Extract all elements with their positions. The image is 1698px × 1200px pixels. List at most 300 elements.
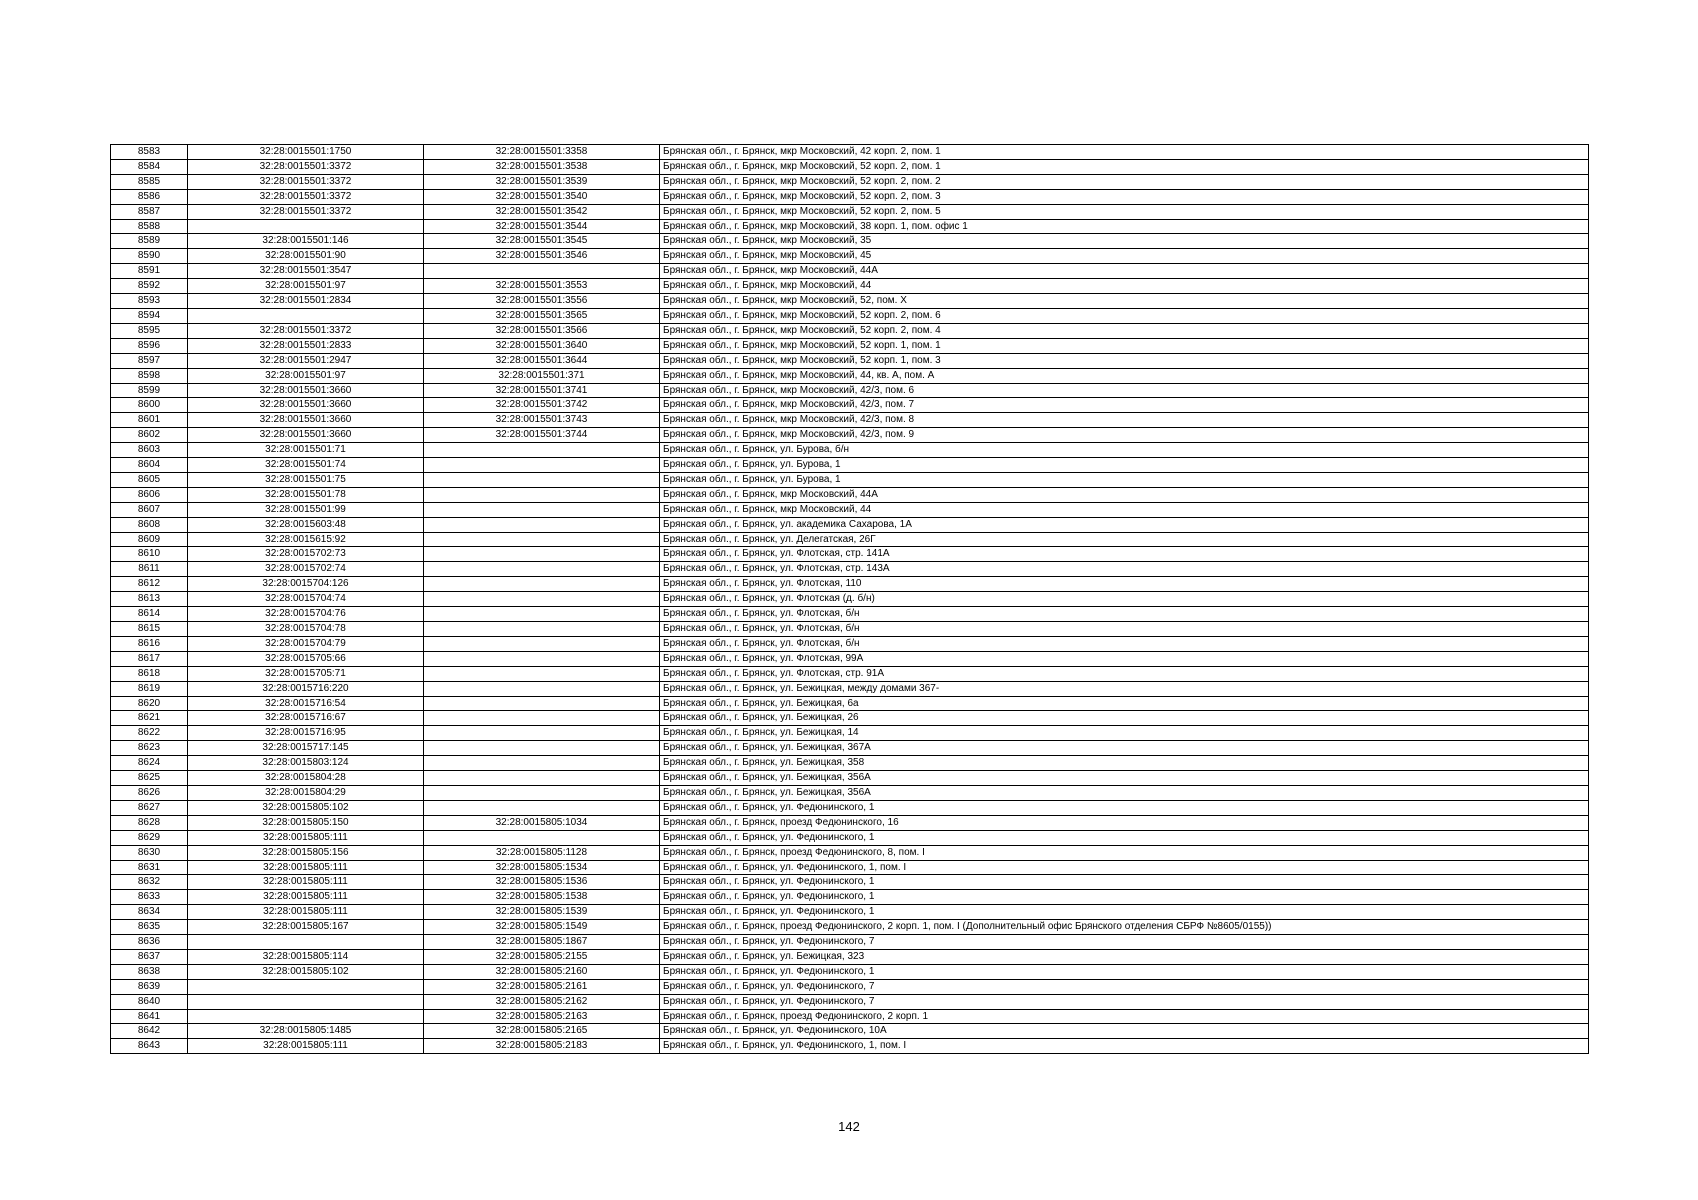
- row-number-cell: 8603: [111, 443, 188, 458]
- address-cell: Брянская обл., г. Брянск, ул. Бежицкая, 6а: [660, 696, 1589, 711]
- land-cadastral-number-cell: 32:28:0015705:71: [188, 666, 424, 681]
- table-row: [111, 517, 1589, 532]
- address-cell: Брянская обл., г. Брянск, ул. Флотская, б/н: [660, 636, 1589, 651]
- row-number-cell: 8591: [111, 264, 188, 279]
- registry-sheet: [110, 144, 1588, 1054]
- table-row: [111, 428, 1589, 443]
- row-number-cell: 8613: [111, 592, 188, 607]
- object-cadastral-number-cell: [424, 785, 660, 800]
- object-cadastral-number-cell: 32:28:0015501:3546: [424, 249, 660, 264]
- row-number-cell: 8586: [111, 189, 188, 204]
- address-cell: Брянская обл., г. Брянск, ул. Бурова, 1: [660, 458, 1589, 473]
- address-cell: Брянская обл., г. Брянск, мкр Московский, 52 корп. 2, пом. 6: [660, 308, 1589, 323]
- address-cell: Брянская обл., г. Брянск, ул. Бежицкая, 323: [660, 949, 1589, 964]
- table-row: [111, 159, 1589, 174]
- address-cell: Брянская обл., г. Брянск, ул. Флотская (д. б/н): [660, 592, 1589, 607]
- address-cell: Брянская обл., г. Брянск, мкр Московский, 52 корп. 2, пом. 2: [660, 174, 1589, 189]
- table-row: [111, 1039, 1589, 1054]
- land-cadastral-number-cell: 32:28:0015501:1750: [188, 145, 424, 160]
- land-cadastral-number-cell: [188, 979, 424, 994]
- address-cell: Брянская обл., г. Брянск, ул. Флотская, стр. 91А: [660, 666, 1589, 681]
- table-row: [111, 815, 1589, 830]
- address-cell: Брянская обл., г. Брянск, ул. Флотская, б/н: [660, 622, 1589, 637]
- table-row: [111, 920, 1589, 935]
- address-cell: Брянская обл., г. Брянск, проезд Федюнинского, 2 корп. 1, пом. I (Дополнительный офис Брянского отделения СБРФ №8605/0155)): [660, 920, 1589, 935]
- table-row: [111, 413, 1589, 428]
- land-cadastral-number-cell: 32:28:0015501:146: [188, 234, 424, 249]
- row-number-cell: 8598: [111, 368, 188, 383]
- object-cadastral-number-cell: [424, 622, 660, 637]
- land-cadastral-number-cell: [188, 994, 424, 1009]
- address-cell: Брянская обл., г. Брянск, ул. Федюнинского, 1, пом. I: [660, 1039, 1589, 1054]
- object-cadastral-number-cell: [424, 472, 660, 487]
- object-cadastral-number-cell: 32:28:0015501:3539: [424, 174, 660, 189]
- table-row: [111, 308, 1589, 323]
- land-cadastral-number-cell: 32:28:0015704:76: [188, 607, 424, 622]
- row-number-cell: 8634: [111, 905, 188, 920]
- table-row: [111, 905, 1589, 920]
- address-cell: Брянская обл., г. Брянск, мкр Московский, 52 корп. 2, пом. 4: [660, 323, 1589, 338]
- land-cadastral-number-cell: 32:28:0015501:3660: [188, 413, 424, 428]
- address-cell: Брянская обл., г. Брянск, мкр Московский, 52 корп. 1, пом. 3: [660, 353, 1589, 368]
- row-number-cell: 8637: [111, 949, 188, 964]
- table-row: [111, 1009, 1589, 1024]
- table-row: [111, 979, 1589, 994]
- address-cell: Брянская обл., г. Брянск, ул. Бежицкая, 356А: [660, 771, 1589, 786]
- table-row: [111, 1024, 1589, 1039]
- table-row: [111, 174, 1589, 189]
- row-number-cell: 8590: [111, 249, 188, 264]
- table-row: [111, 935, 1589, 950]
- land-cadastral-number-cell: 32:28:0015805:111: [188, 1039, 424, 1054]
- table-row: [111, 711, 1589, 726]
- object-cadastral-number-cell: [424, 487, 660, 502]
- object-cadastral-number-cell: 32:28:0015501:3566: [424, 323, 660, 338]
- object-cadastral-number-cell: [424, 681, 660, 696]
- land-cadastral-number-cell: 32:28:0015501:71: [188, 443, 424, 458]
- address-cell: Брянская обл., г. Брянск, мкр Московский, 42 корп. 2, пом. 1: [660, 145, 1589, 160]
- land-cadastral-number-cell: 32:28:0015501:3372: [188, 323, 424, 338]
- address-cell: Брянская обл., г. Брянск, мкр Московский, 38 корп. 1, пом. офис 1: [660, 219, 1589, 234]
- object-cadastral-number-cell: 32:28:0015501:3538: [424, 159, 660, 174]
- row-number-cell: 8592: [111, 279, 188, 294]
- row-number-cell: 8632: [111, 875, 188, 890]
- land-cadastral-number-cell: 32:28:0015805:111: [188, 830, 424, 845]
- land-cadastral-number-cell: 32:28:0015805:114: [188, 949, 424, 964]
- address-cell: Брянская обл., г. Брянск, мкр Московский, 42/3, пом. 8: [660, 413, 1589, 428]
- row-number-cell: 8625: [111, 771, 188, 786]
- table-row: [111, 681, 1589, 696]
- table-row: [111, 458, 1589, 473]
- table-row: [111, 189, 1589, 204]
- table-row: [111, 771, 1589, 786]
- row-number-cell: 8583: [111, 145, 188, 160]
- address-cell: Брянская обл., г. Брянск, мкр Московский, 44, кв. А, пом. А: [660, 368, 1589, 383]
- land-cadastral-number-cell: 32:28:0015501:90: [188, 249, 424, 264]
- table-row: [111, 487, 1589, 502]
- row-number-cell: 8596: [111, 338, 188, 353]
- land-cadastral-number-cell: 32:28:0015501:74: [188, 458, 424, 473]
- land-cadastral-number-cell: 32:28:0015804:28: [188, 771, 424, 786]
- land-cadastral-number-cell: 32:28:0015501:3372: [188, 174, 424, 189]
- object-cadastral-number-cell: [424, 532, 660, 547]
- object-cadastral-number-cell: 32:28:0015805:2160: [424, 964, 660, 979]
- land-cadastral-number-cell: 32:28:0015803:124: [188, 756, 424, 771]
- table-row: [111, 726, 1589, 741]
- address-cell: Брянская обл., г. Брянск, проезд Федюнинского, 2 корп. 1: [660, 1009, 1589, 1024]
- land-cadastral-number-cell: 32:28:0015716:220: [188, 681, 424, 696]
- land-cadastral-number-cell: 32:28:0015501:3372: [188, 189, 424, 204]
- object-cadastral-number-cell: [424, 651, 660, 666]
- land-cadastral-number-cell: 32:28:0015501:2834: [188, 294, 424, 309]
- address-cell: Брянская обл., г. Брянск, мкр Московский, 35: [660, 234, 1589, 249]
- object-cadastral-number-cell: 32:28:0015501:3553: [424, 279, 660, 294]
- table-row: [111, 860, 1589, 875]
- land-cadastral-number-cell: 32:28:0015501:3660: [188, 383, 424, 398]
- row-number-cell: 8638: [111, 964, 188, 979]
- row-number-cell: 8617: [111, 651, 188, 666]
- land-cadastral-number-cell: 32:28:0015704:78: [188, 622, 424, 637]
- row-number-cell: 8612: [111, 577, 188, 592]
- land-cadastral-number-cell: 32:28:0015716:67: [188, 711, 424, 726]
- table-row: [111, 264, 1589, 279]
- address-cell: Брянская обл., г. Брянск, ул. Федюнинского, 7: [660, 979, 1589, 994]
- row-number-cell: 8611: [111, 562, 188, 577]
- row-number-cell: 8587: [111, 204, 188, 219]
- object-cadastral-number-cell: 32:28:0015805:1867: [424, 935, 660, 950]
- address-cell: Брянская обл., г. Брянск, мкр Московский, 44А: [660, 487, 1589, 502]
- object-cadastral-number-cell: [424, 711, 660, 726]
- object-cadastral-number-cell: 32:28:0015805:2155: [424, 949, 660, 964]
- table-row: [111, 577, 1589, 592]
- address-cell: Брянская обл., г. Брянск, мкр Московский, 52 корп. 2, пом. 5: [660, 204, 1589, 219]
- land-cadastral-number-cell: 32:28:0015805:102: [188, 964, 424, 979]
- table-row: [111, 845, 1589, 860]
- table-row: [111, 249, 1589, 264]
- table-row: [111, 994, 1589, 1009]
- table-row: [111, 547, 1589, 562]
- address-cell: Брянская обл., г. Брянск, ул. Флотская, 110: [660, 577, 1589, 592]
- object-cadastral-number-cell: 32:28:0015501:3743: [424, 413, 660, 428]
- object-cadastral-number-cell: 32:28:0015805:1536: [424, 875, 660, 890]
- object-cadastral-number-cell: 32:28:0015501:3358: [424, 145, 660, 160]
- table-row: [111, 607, 1589, 622]
- address-cell: Брянская обл., г. Брянск, ул. Бежицкая, 26: [660, 711, 1589, 726]
- land-cadastral-number-cell: 32:28:0015805:156: [188, 845, 424, 860]
- row-number-cell: 8628: [111, 815, 188, 830]
- row-number-cell: 8631: [111, 860, 188, 875]
- object-cadastral-number-cell: 32:28:0015805:1539: [424, 905, 660, 920]
- row-number-cell: 8627: [111, 800, 188, 815]
- land-cadastral-number-cell: [188, 935, 424, 950]
- object-cadastral-number-cell: 32:28:0015805:2183: [424, 1039, 660, 1054]
- row-number-cell: 8584: [111, 159, 188, 174]
- table-row: [111, 353, 1589, 368]
- row-number-cell: 8618: [111, 666, 188, 681]
- address-cell: Брянская обл., г. Брянск, ул. Федюнинского, 1: [660, 830, 1589, 845]
- row-number-cell: 8626: [111, 785, 188, 800]
- object-cadastral-number-cell: 32:28:0015805:2165: [424, 1024, 660, 1039]
- land-cadastral-number-cell: 32:28:0015704:79: [188, 636, 424, 651]
- table-row: [111, 890, 1589, 905]
- object-cadastral-number-cell: 32:28:0015501:3542: [424, 204, 660, 219]
- address-cell: Брянская обл., г. Брянск, ул. Бежицкая, между домами 367-: [660, 681, 1589, 696]
- object-cadastral-number-cell: 32:28:0015501:3640: [424, 338, 660, 353]
- table-row: [111, 368, 1589, 383]
- object-cadastral-number-cell: 32:28:0015805:1549: [424, 920, 660, 935]
- table-row: [111, 204, 1589, 219]
- address-cell: Брянская обл., г. Брянск, ул. Федюнинского, 1: [660, 905, 1589, 920]
- address-cell: Брянская обл., г. Брянск, мкр Московский, 52 корп. 1, пом. 1: [660, 338, 1589, 353]
- object-cadastral-number-cell: 32:28:0015805:1534: [424, 860, 660, 875]
- address-cell: Брянская обл., г. Брянск, ул. Федюнинского, 1: [660, 875, 1589, 890]
- address-cell: Брянская обл., г. Брянск, ул. Федюнинского, 1, пом. I: [660, 860, 1589, 875]
- row-number-cell: 8635: [111, 920, 188, 935]
- object-cadastral-number-cell: 32:28:0015805:1034: [424, 815, 660, 830]
- address-cell: Брянская обл., г. Брянск, ул. Бежицкая, 14: [660, 726, 1589, 741]
- address-cell: Брянская обл., г. Брянск, мкр Московский, 52, пом. X: [660, 294, 1589, 309]
- row-number-cell: 8604: [111, 458, 188, 473]
- object-cadastral-number-cell: [424, 592, 660, 607]
- land-cadastral-number-cell: 32:28:0015805:1485: [188, 1024, 424, 1039]
- row-number-cell: 8616: [111, 636, 188, 651]
- address-cell: Брянская обл., г. Брянск, ул. Флотская, 99А: [660, 651, 1589, 666]
- address-cell: Брянская обл., г. Брянск, ул. Федюнинского, 7: [660, 994, 1589, 1009]
- table-row: [111, 785, 1589, 800]
- land-cadastral-number-cell: 32:28:0015501:3372: [188, 204, 424, 219]
- row-number-cell: 8594: [111, 308, 188, 323]
- object-cadastral-number-cell: 32:28:0015501:3744: [424, 428, 660, 443]
- land-cadastral-number-cell: 32:28:0015501:75: [188, 472, 424, 487]
- object-cadastral-number-cell: 32:28:0015501:3742: [424, 398, 660, 413]
- address-cell: Брянская обл., г. Брянск, ул. Бурова, 1: [660, 472, 1589, 487]
- land-cadastral-number-cell: 32:28:0015501:2833: [188, 338, 424, 353]
- address-cell: Брянская обл., г. Брянск, мкр Московский, 45: [660, 249, 1589, 264]
- table-row: [111, 666, 1589, 681]
- land-cadastral-number-cell: 32:28:0015717:145: [188, 741, 424, 756]
- address-cell: Брянская обл., г. Брянск, мкр Московский, 44: [660, 279, 1589, 294]
- table-row: [111, 323, 1589, 338]
- row-number-cell: 8589: [111, 234, 188, 249]
- address-cell: Брянская обл., г. Брянск, ул. Бежицкая, 358: [660, 756, 1589, 771]
- table-row: [111, 756, 1589, 771]
- land-cadastral-number-cell: 32:28:0015702:74: [188, 562, 424, 577]
- address-cell: Брянская обл., г. Брянск, ул. Бежицкая, 356А: [660, 785, 1589, 800]
- address-cell: Брянская обл., г. Брянск, мкр Московский, 52 корп. 2, пом. 1: [660, 159, 1589, 174]
- row-number-cell: 8601: [111, 413, 188, 428]
- table-row: [111, 622, 1589, 637]
- land-cadastral-number-cell: 32:28:0015501:3372: [188, 159, 424, 174]
- address-cell: Брянская обл., г. Брянск, мкр Московский, 44: [660, 502, 1589, 517]
- land-cadastral-number-cell: 32:28:0015501:97: [188, 368, 424, 383]
- object-cadastral-number-cell: [424, 547, 660, 562]
- row-number-cell: 8619: [111, 681, 188, 696]
- address-cell: Брянская обл., г. Брянск, ул. Флотская, стр. 141А: [660, 547, 1589, 562]
- object-cadastral-number-cell: [424, 771, 660, 786]
- row-number-cell: 8622: [111, 726, 188, 741]
- table-row: [111, 443, 1589, 458]
- land-cadastral-number-cell: 32:28:0015501:3660: [188, 398, 424, 413]
- registry-table: [110, 144, 1589, 1054]
- object-cadastral-number-cell: [424, 741, 660, 756]
- row-number-cell: 8623: [111, 741, 188, 756]
- address-cell: Брянская обл., г. Брянск, мкр Московский, 42/3, пом. 6: [660, 383, 1589, 398]
- object-cadastral-number-cell: [424, 756, 660, 771]
- land-cadastral-number-cell: [188, 219, 424, 234]
- land-cadastral-number-cell: 32:28:0015501:2947: [188, 353, 424, 368]
- land-cadastral-number-cell: 32:28:0015704:126: [188, 577, 424, 592]
- land-cadastral-number-cell: 32:28:0015716:54: [188, 696, 424, 711]
- address-cell: Брянская обл., г. Брянск, мкр Московский, 42/3, пом. 7: [660, 398, 1589, 413]
- object-cadastral-number-cell: 32:28:0015805:2163: [424, 1009, 660, 1024]
- address-cell: Брянская обл., г. Брянск, ул. Флотская, стр. 143А: [660, 562, 1589, 577]
- object-cadastral-number-cell: [424, 830, 660, 845]
- object-cadastral-number-cell: 32:28:0015501:3644: [424, 353, 660, 368]
- land-cadastral-number-cell: 32:28:0015805:111: [188, 875, 424, 890]
- object-cadastral-number-cell: [424, 800, 660, 815]
- table-row: [111, 636, 1589, 651]
- table-row: [111, 383, 1589, 398]
- land-cadastral-number-cell: 32:28:0015501:78: [188, 487, 424, 502]
- row-number-cell: 8640: [111, 994, 188, 1009]
- land-cadastral-number-cell: 32:28:0015501:3547: [188, 264, 424, 279]
- land-cadastral-number-cell: 32:28:0015804:29: [188, 785, 424, 800]
- row-number-cell: 8642: [111, 1024, 188, 1039]
- row-number-cell: 8585: [111, 174, 188, 189]
- land-cadastral-number-cell: 32:28:0015805:150: [188, 815, 424, 830]
- object-cadastral-number-cell: 32:28:0015805:1128: [424, 845, 660, 860]
- land-cadastral-number-cell: 32:28:0015705:66: [188, 651, 424, 666]
- page-number: 142: [838, 1119, 860, 1134]
- table-row: [111, 651, 1589, 666]
- object-cadastral-number-cell: [424, 562, 660, 577]
- land-cadastral-number-cell: 32:28:0015805:111: [188, 860, 424, 875]
- address-cell: Брянская обл., г. Брянск, ул. Бурова, б/н: [660, 443, 1589, 458]
- address-cell: Брянская обл., г. Брянск, ул. Федюнинского, 1: [660, 890, 1589, 905]
- row-number-cell: 8633: [111, 890, 188, 905]
- table-row: [111, 830, 1589, 845]
- row-number-cell: 8607: [111, 502, 188, 517]
- land-cadastral-number-cell: 32:28:0015702:73: [188, 547, 424, 562]
- table-row: [111, 279, 1589, 294]
- row-number-cell: 8630: [111, 845, 188, 860]
- land-cadastral-number-cell: 32:28:0015501:97: [188, 279, 424, 294]
- object-cadastral-number-cell: [424, 726, 660, 741]
- object-cadastral-number-cell: [424, 577, 660, 592]
- object-cadastral-number-cell: [424, 636, 660, 651]
- row-number-cell: 8608: [111, 517, 188, 532]
- row-number-cell: 8636: [111, 935, 188, 950]
- object-cadastral-number-cell: 32:28:0015501:3741: [424, 383, 660, 398]
- row-number-cell: 8597: [111, 353, 188, 368]
- object-cadastral-number-cell: 32:28:0015501:3545: [424, 234, 660, 249]
- land-cadastral-number-cell: 32:28:0015805:102: [188, 800, 424, 815]
- land-cadastral-number-cell: 32:28:0015603:48: [188, 517, 424, 532]
- address-cell: Брянская обл., г. Брянск, ул. Федюнинского, 10А: [660, 1024, 1589, 1039]
- table-row: [111, 800, 1589, 815]
- land-cadastral-number-cell: 32:28:0015716:95: [188, 726, 424, 741]
- row-number-cell: 8588: [111, 219, 188, 234]
- row-number-cell: 8602: [111, 428, 188, 443]
- row-number-cell: 8606: [111, 487, 188, 502]
- address-cell: Брянская обл., г. Брянск, ул. Федюнинского, 1: [660, 964, 1589, 979]
- address-cell: Брянская обл., г. Брянск, мкр Московский, 44А: [660, 264, 1589, 279]
- table-row: [111, 875, 1589, 890]
- row-number-cell: 8605: [111, 472, 188, 487]
- table-row: [111, 949, 1589, 964]
- address-cell: Брянская обл., г. Брянск, ул. Флотская, б/н: [660, 607, 1589, 622]
- row-number-cell: 8593: [111, 294, 188, 309]
- address-cell: Брянская обл., г. Брянск, ул. Делегатская, 26Г: [660, 532, 1589, 547]
- row-number-cell: 8620: [111, 696, 188, 711]
- address-cell: Брянская обл., г. Брянск, ул. Федюнинского, 1: [660, 800, 1589, 815]
- land-cadastral-number-cell: [188, 1009, 424, 1024]
- object-cadastral-number-cell: 32:28:0015501:3544: [424, 219, 660, 234]
- object-cadastral-number-cell: 32:28:0015501:3556: [424, 294, 660, 309]
- object-cadastral-number-cell: 32:28:0015805:2162: [424, 994, 660, 1009]
- table-row: [111, 502, 1589, 517]
- table-row: [111, 219, 1589, 234]
- object-cadastral-number-cell: [424, 502, 660, 517]
- address-cell: Брянская обл., г. Брянск, ул. академика Сахарова, 1А: [660, 517, 1589, 532]
- row-number-cell: 8621: [111, 711, 188, 726]
- address-cell: Брянская обл., г. Брянск, мкр Московский, 42/3, пом. 9: [660, 428, 1589, 443]
- table-row: [111, 696, 1589, 711]
- row-number-cell: 8629: [111, 830, 188, 845]
- object-cadastral-number-cell: 32:28:0015805:1538: [424, 890, 660, 905]
- object-cadastral-number-cell: [424, 607, 660, 622]
- object-cadastral-number-cell: [424, 696, 660, 711]
- address-cell: Брянская обл., г. Брянск, ул. Бежицкая, 367А: [660, 741, 1589, 756]
- table-row: [111, 294, 1589, 309]
- row-number-cell: 8624: [111, 756, 188, 771]
- row-number-cell: 8615: [111, 622, 188, 637]
- row-number-cell: 8614: [111, 607, 188, 622]
- object-cadastral-number-cell: 32:28:0015501:3565: [424, 308, 660, 323]
- table-row: [111, 338, 1589, 353]
- object-cadastral-number-cell: 32:28:0015501:3540: [424, 189, 660, 204]
- address-cell: Брянская обл., г. Брянск, проезд Федюнинского, 16: [660, 815, 1589, 830]
- object-cadastral-number-cell: [424, 443, 660, 458]
- row-number-cell: 8643: [111, 1039, 188, 1054]
- address-cell: Брянская обл., г. Брянск, мкр Московский, 52 корп. 2, пом. 3: [660, 189, 1589, 204]
- object-cadastral-number-cell: [424, 666, 660, 681]
- land-cadastral-number-cell: 32:28:0015805:111: [188, 905, 424, 920]
- address-cell: Брянская обл., г. Брянск, проезд Федюнинского, 8, пом. I: [660, 845, 1589, 860]
- land-cadastral-number-cell: 32:28:0015704:74: [188, 592, 424, 607]
- object-cadastral-number-cell: [424, 517, 660, 532]
- land-cadastral-number-cell: 32:28:0015615:92: [188, 532, 424, 547]
- table-row: [111, 964, 1589, 979]
- table-row: [111, 562, 1589, 577]
- object-cadastral-number-cell: 32:28:0015805:2161: [424, 979, 660, 994]
- table-row: [111, 741, 1589, 756]
- row-number-cell: 8641: [111, 1009, 188, 1024]
- object-cadastral-number-cell: [424, 264, 660, 279]
- row-number-cell: 8599: [111, 383, 188, 398]
- table-row: [111, 234, 1589, 249]
- land-cadastral-number-cell: 32:28:0015805:111: [188, 890, 424, 905]
- table-row: [111, 592, 1589, 607]
- land-cadastral-number-cell: 32:28:0015501:3660: [188, 428, 424, 443]
- object-cadastral-number-cell: [424, 458, 660, 473]
- row-number-cell: 8600: [111, 398, 188, 413]
- row-number-cell: 8610: [111, 547, 188, 562]
- registry-table-body: [111, 145, 1589, 1054]
- object-cadastral-number-cell: 32:28:0015501:371: [424, 368, 660, 383]
- row-number-cell: 8609: [111, 532, 188, 547]
- table-row: [111, 472, 1589, 487]
